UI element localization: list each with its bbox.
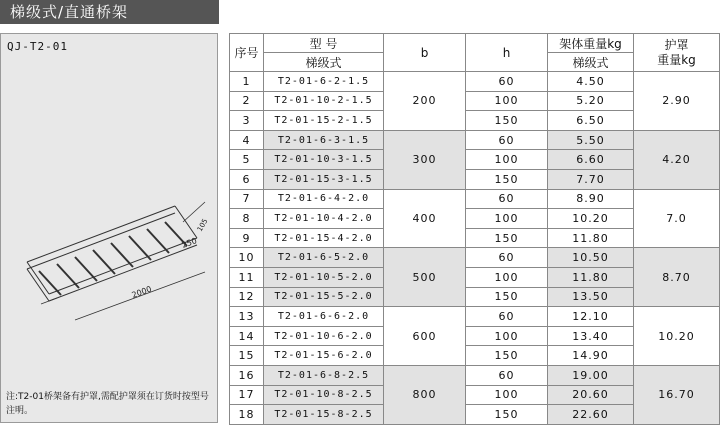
model-cell: T2-01-10-3-1.5	[264, 150, 384, 170]
h-cell: 150	[466, 228, 548, 248]
ladder-far-rail-bottom	[27, 213, 175, 269]
header-b: b	[384, 34, 466, 72]
b-cell: 600	[384, 307, 466, 366]
table-row	[230, 189, 720, 209]
length-dimension-label: 2000	[130, 284, 153, 300]
header-cover-title: 护罩	[664, 37, 689, 52]
row-index-cell: 12	[230, 287, 264, 307]
h-cell: 100	[466, 385, 548, 405]
model-cell: T2-01-6-2-1.5	[264, 72, 384, 92]
h-cell: 60	[466, 307, 548, 327]
row-index-cell: 3	[230, 111, 264, 131]
model-cell: T2-01-15-6-2.0	[264, 346, 384, 366]
cover-weight-cell: 7.0	[634, 189, 720, 248]
ladder-end-left-lower	[27, 269, 49, 301]
model-cell: T2-01-6-5-2.0	[264, 248, 384, 268]
weight-cell: 13.40	[548, 326, 634, 346]
model-cell: T2-01-10-6-2.0	[264, 326, 384, 346]
h-cell: 150	[466, 346, 548, 366]
table-row	[230, 130, 720, 150]
b-cell: 800	[384, 365, 466, 424]
model-cell: T2-01-10-2-1.5	[264, 91, 384, 111]
model-cell: T2-01-15-8-2.5	[264, 405, 384, 425]
weight-cell: 10.50	[548, 248, 634, 268]
header-weight: 架体重量kg	[548, 34, 634, 53]
row-index-cell: 6	[230, 169, 264, 189]
weight-cell: 4.50	[548, 72, 634, 92]
row-index-cell: 7	[230, 189, 264, 209]
row-index-cell: 18	[230, 405, 264, 425]
row-index-cell: 9	[230, 228, 264, 248]
row-index-cell: 11	[230, 267, 264, 287]
model-cell: T2-01-15-2-1.5	[264, 111, 384, 131]
weight-cell: 8.90	[548, 189, 634, 209]
weight-cell: 10.20	[548, 209, 634, 229]
order-note: 注:T2-01桥架备有护罩,需配护罩须在订货时按型号注明。	[6, 392, 209, 416]
row-index-cell: 4	[230, 130, 264, 150]
h-cell: 150	[466, 405, 548, 425]
spec-table	[229, 33, 720, 425]
weight-cell: 6.60	[548, 150, 634, 170]
b-cell: 300	[384, 130, 466, 189]
h-cell: 60	[466, 130, 548, 150]
model-cell: T2-01-10-8-2.5	[264, 385, 384, 405]
weight-cell: 5.20	[548, 91, 634, 111]
cable-ladder-diagram	[5, 174, 215, 324]
header-model: 型 号	[264, 34, 384, 53]
model-cell: T2-01-10-4-2.0	[264, 209, 384, 229]
row-index-cell: 13	[230, 307, 264, 327]
model-cell: T2-01-6-3-1.5	[264, 130, 384, 150]
weight-cell: 22.60	[548, 405, 634, 425]
b-cell: 400	[384, 189, 466, 248]
model-cell: T2-01-6-8-2.5	[264, 365, 384, 385]
header-cover	[634, 34, 720, 72]
header-cover-sub: 重量kg	[657, 52, 696, 67]
row-index-cell: 8	[230, 209, 264, 229]
h-cell: 100	[466, 150, 548, 170]
weight-cell: 14.90	[548, 346, 634, 366]
h-cell: 60	[466, 365, 548, 385]
row-index-cell: 16	[230, 365, 264, 385]
header-weight-sub: 梯级式	[548, 53, 634, 72]
table-row	[230, 72, 720, 92]
ladder-near-rail-top	[49, 238, 197, 294]
row-index-cell: 2	[230, 91, 264, 111]
h-cell: 100	[466, 209, 548, 229]
row-index-cell: 14	[230, 326, 264, 346]
row-index-cell: 10	[230, 248, 264, 268]
width-dimension-label: 250	[180, 236, 199, 250]
b-cell: 500	[384, 248, 466, 307]
end-dimension-line	[41, 298, 57, 304]
weight-cell: 7.70	[548, 169, 634, 189]
model-cell: T2-01-6-4-2.0	[264, 189, 384, 209]
weight-cell: 5.50	[548, 130, 634, 150]
ladder-rungs	[39, 222, 187, 295]
product-panel	[0, 33, 218, 423]
table-row	[230, 365, 720, 385]
spec-table-body	[230, 72, 720, 425]
weight-cell: 20.60	[548, 385, 634, 405]
model-cell: T2-01-15-4-2.0	[264, 228, 384, 248]
weight-cell: 13.50	[548, 287, 634, 307]
weight-cell: 11.80	[548, 267, 634, 287]
row-index-cell: 15	[230, 346, 264, 366]
h-cell: 60	[466, 248, 548, 268]
h-cell: 100	[466, 267, 548, 287]
h-cell: 60	[466, 189, 548, 209]
cover-weight-cell: 8.70	[634, 248, 720, 307]
h-cell: 150	[466, 169, 548, 189]
section-title: 梯级式/直通桥架	[0, 0, 219, 24]
table-row	[230, 307, 720, 327]
model-label: QJ-T2-01	[7, 40, 68, 53]
h-cell: 60	[466, 72, 548, 92]
weight-cell: 11.80	[548, 228, 634, 248]
ladder-end-right	[175, 206, 197, 238]
cover-weight-cell: 4.20	[634, 130, 720, 189]
h-cell: 100	[466, 91, 548, 111]
h-cell: 100	[466, 326, 548, 346]
h-cell: 150	[466, 287, 548, 307]
weight-cell: 6.50	[548, 111, 634, 131]
row-index-cell: 1	[230, 72, 264, 92]
model-cell: T2-01-15-5-2.0	[264, 287, 384, 307]
row-index-cell: 17	[230, 385, 264, 405]
model-cell: T2-01-6-6-2.0	[264, 307, 384, 327]
cover-weight-cell: 16.70	[634, 365, 720, 424]
table-row	[230, 248, 720, 268]
model-cell: T2-01-10-5-2.0	[264, 267, 384, 287]
header-h: h	[466, 34, 548, 72]
weight-cell: 19.00	[548, 365, 634, 385]
row-index-cell: 5	[230, 150, 264, 170]
cover-weight-cell: 2.90	[634, 72, 720, 131]
weight-cell: 12.10	[548, 307, 634, 327]
cover-weight-cell: 10.20	[634, 307, 720, 366]
h-cell: 150	[466, 111, 548, 131]
b-cell: 200	[384, 72, 466, 131]
height-dimension-label: 105	[195, 217, 210, 233]
model-cell: T2-01-15-3-1.5	[264, 169, 384, 189]
ladder-near-rail-bottom	[49, 245, 197, 301]
header-index: 序号	[230, 34, 264, 72]
header-model-sub: 梯级式	[264, 53, 384, 72]
